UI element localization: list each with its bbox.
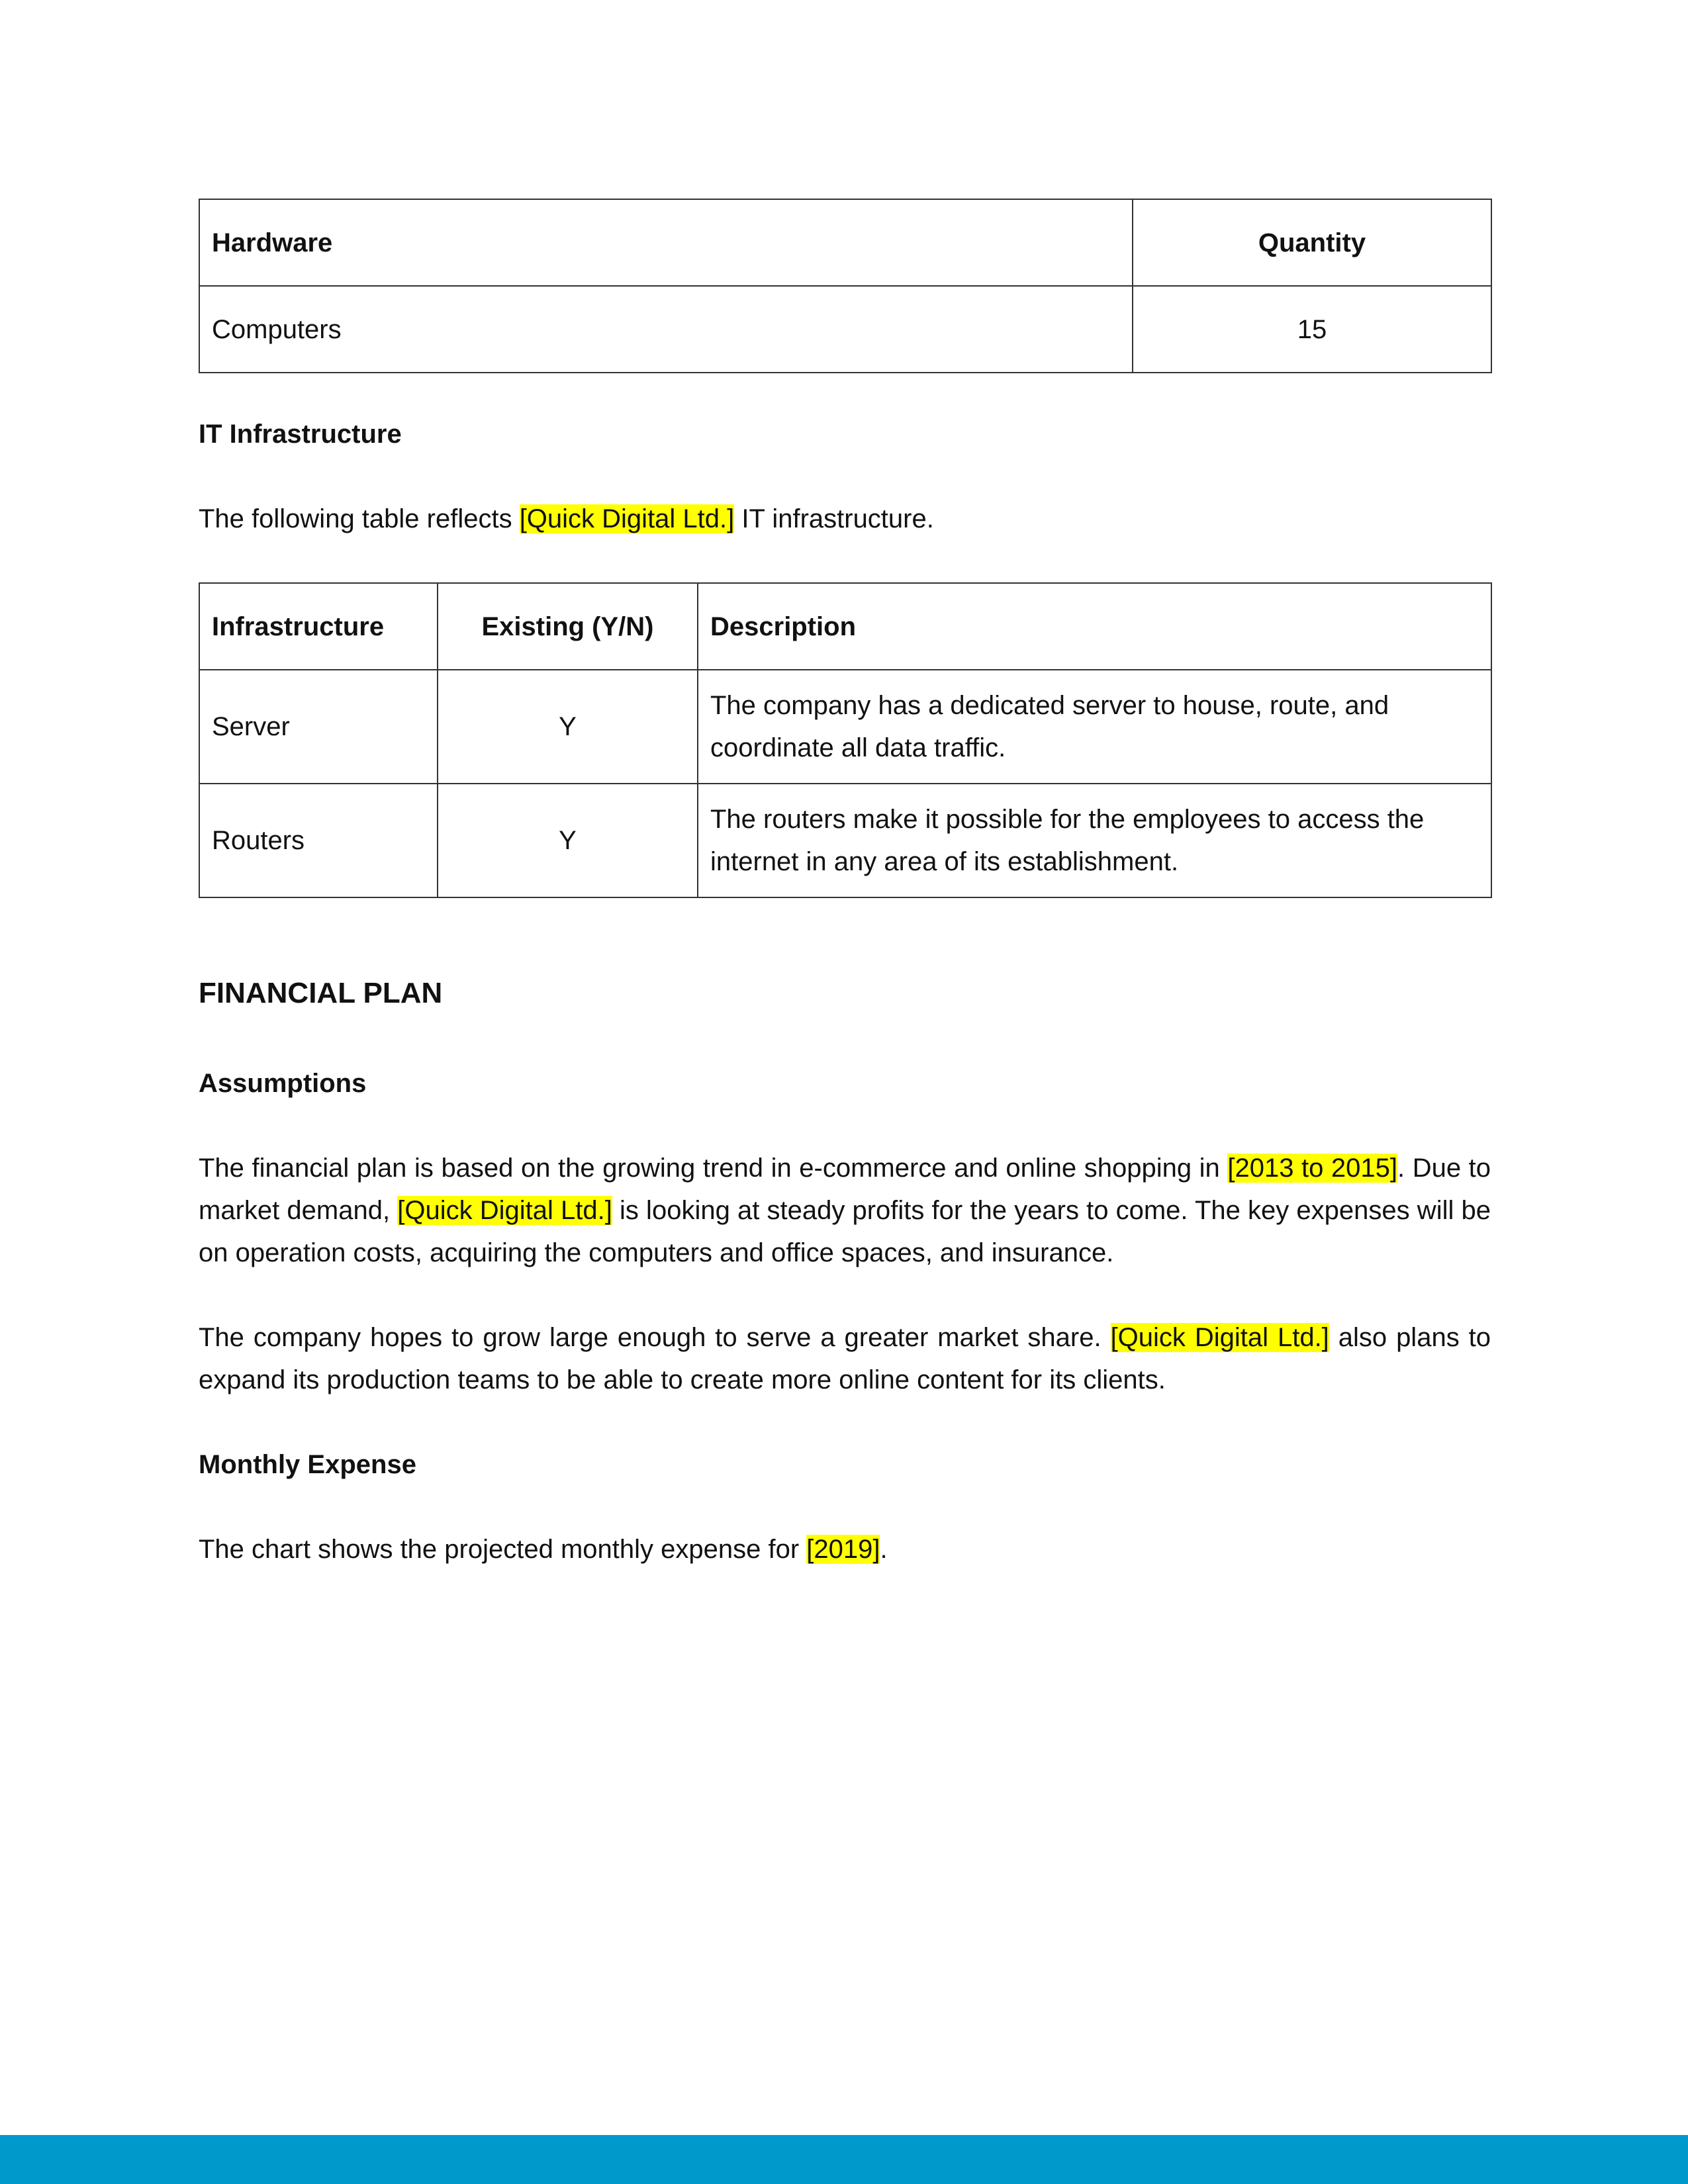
- cell-infrastructure: Server: [199, 670, 438, 784]
- cell-description: The company has a dedicated server to house, route, and coordinate all data traffic.: [698, 670, 1491, 784]
- table-header-row: [199, 199, 1491, 286]
- it-infrastructure-table: [199, 582, 1492, 898]
- highlight-company-name: [Quick Digital Ltd.]: [1110, 1323, 1329, 1352]
- paragraph-text: . Due to market demand,: [199, 1154, 1491, 1225]
- header-infrastructure: Infrastructure: [199, 583, 438, 670]
- table-row: [199, 286, 1491, 373]
- highlight-year: [2019]: [806, 1535, 880, 1564]
- header-description: Description: [698, 583, 1491, 670]
- monthly-expense-heading: Monthly Expense: [199, 1450, 416, 1479]
- monthly-expense-paragraph: [199, 1528, 1491, 1570]
- assumptions-paragraph-2: [199, 1316, 1491, 1401]
- highlight-company-name: [Quick Digital Ltd.]: [397, 1196, 612, 1225]
- it-infrastructure-heading: IT Infrastructure: [199, 420, 402, 449]
- hardware-table: [199, 199, 1492, 373]
- assumptions-heading: Assumptions: [199, 1069, 367, 1098]
- cell-existing: Y: [438, 670, 698, 784]
- table-row: [199, 670, 1491, 784]
- highlight-years: [2013 to 2015]: [1227, 1154, 1398, 1183]
- header-existing: Existing (Y/N): [438, 583, 698, 670]
- financial-plan-title: FINANCIAL PLAN: [199, 977, 443, 1009]
- paragraph-text: also plans to expand its production teams to be able to create more online content for its clients.: [199, 1323, 1491, 1394]
- it-intro-paragraph: [199, 498, 1491, 540]
- cell-hardware-quantity: 15: [1133, 286, 1491, 373]
- assumptions-paragraph-1: [199, 1147, 1491, 1274]
- header-hardware: Hardware: [199, 199, 1133, 286]
- document-page: [199, 199, 1491, 1570]
- highlight-company-name: [Quick Digital Ltd.]: [519, 504, 735, 533]
- cell-existing: Y: [438, 784, 698, 897]
- paragraph-text: The chart shows the projected monthly expense for: [199, 1535, 807, 1564]
- paragraph-text: is looking at steady profits for the years to come. The key expenses will be on operation costs, acquiring the computers and office spaces, and insurance.: [199, 1196, 1491, 1267]
- paragraph-text: .: [880, 1535, 888, 1564]
- table-row: [199, 784, 1491, 897]
- paragraph-text: The company hopes to grow large enough to serve a greater market share.: [199, 1323, 1111, 1352]
- it-intro-text: The following table reflects: [199, 504, 520, 533]
- footer-bar: [0, 2135, 1688, 2184]
- header-quantity: Quantity: [1133, 199, 1491, 286]
- cell-infrastructure: Routers: [199, 784, 438, 897]
- cell-hardware-name: Computers: [199, 286, 1133, 373]
- paragraph-text: The financial plan is based on the growing trend in e-commerce and online shopping in: [199, 1154, 1228, 1183]
- it-intro-text-end: IT infrastructure.: [734, 504, 934, 533]
- cell-description: The routers make it possible for the employees to access the internet in any area of its establishment.: [698, 784, 1491, 897]
- table-header-row: [199, 583, 1491, 670]
